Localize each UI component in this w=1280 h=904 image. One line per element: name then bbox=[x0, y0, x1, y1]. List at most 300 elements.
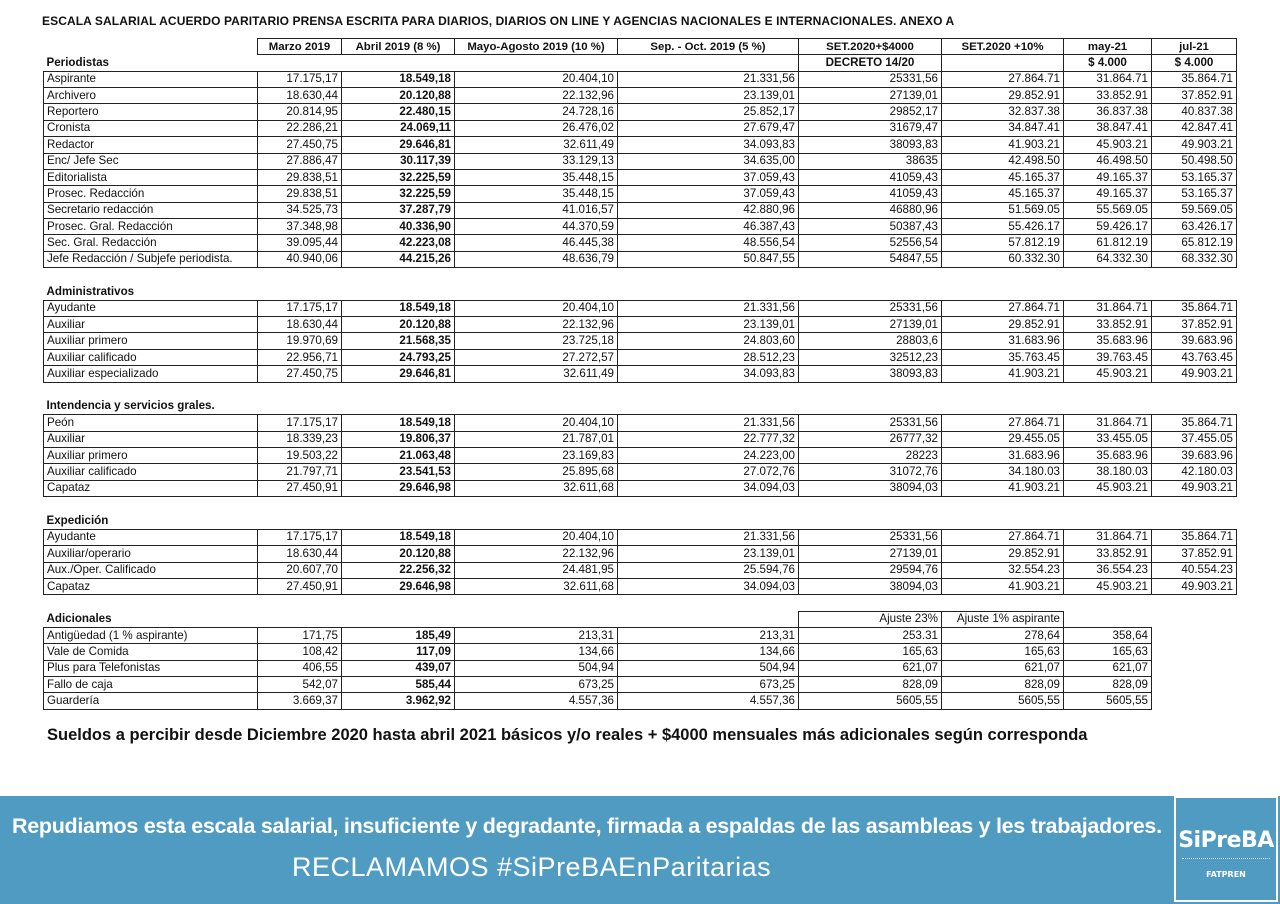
value-cell: 24.728,16 bbox=[455, 104, 618, 120]
column-header: SET.2020+$4000 bbox=[799, 39, 942, 55]
value-cell bbox=[1152, 693, 1237, 709]
value-cell: 40.554.23 bbox=[1152, 562, 1237, 578]
value-cell: 41059,43 bbox=[799, 186, 942, 202]
value-cell: 27.886,47 bbox=[258, 153, 342, 169]
section-title-row bbox=[44, 284, 1237, 300]
value-cell: 57.812.19 bbox=[942, 235, 1064, 251]
value-cell: 42.180.03 bbox=[1152, 464, 1237, 480]
blank-cell bbox=[1064, 611, 1152, 627]
value-cell: 134,66 bbox=[618, 644, 799, 660]
blank-cell bbox=[799, 284, 942, 300]
value-cell: 504,94 bbox=[618, 660, 799, 676]
value-cell: 37.852.91 bbox=[1152, 317, 1237, 333]
value-cell: 43.763.45 bbox=[1152, 349, 1237, 365]
blank-cell bbox=[44, 497, 258, 513]
blank-cell bbox=[455, 382, 618, 398]
value-cell: 31.864.71 bbox=[1064, 300, 1152, 316]
row-label: Auxiliar/operario bbox=[44, 546, 258, 562]
value-cell: 21.787,01 bbox=[455, 431, 618, 447]
value-cell: 34.094,03 bbox=[618, 578, 799, 594]
blank-cell bbox=[618, 497, 799, 513]
bonus-note: $ 4.000 bbox=[1064, 55, 1152, 71]
blank-cell bbox=[942, 268, 1064, 284]
bonus-note: $ 4.000 bbox=[1152, 55, 1237, 71]
table-row bbox=[44, 464, 1237, 480]
value-cell: 37.059,43 bbox=[618, 186, 799, 202]
value-cell: 39.683.96 bbox=[1152, 447, 1237, 463]
value-cell: 21.331,56 bbox=[618, 415, 799, 431]
value-cell: 22.956,71 bbox=[258, 349, 342, 365]
row-label: Reportero bbox=[44, 104, 258, 120]
value-cell: 21.568,35 bbox=[342, 333, 455, 349]
value-cell: 37.287,79 bbox=[342, 202, 455, 218]
blank-cell bbox=[258, 513, 342, 529]
table-row bbox=[44, 660, 1237, 676]
value-cell: 27.450,91 bbox=[258, 578, 342, 594]
table-row bbox=[44, 627, 1237, 643]
value-cell: 32.554.23 bbox=[942, 562, 1064, 578]
blank-cell bbox=[342, 284, 455, 300]
logo-name: SiPreBA bbox=[1178, 828, 1274, 853]
value-cell: 165,63 bbox=[799, 644, 942, 660]
value-cell: 22.256,32 bbox=[342, 562, 455, 578]
value-cell: 37.455.05 bbox=[1152, 431, 1237, 447]
value-cell: 5605,55 bbox=[942, 693, 1064, 709]
section-title-row bbox=[44, 55, 1237, 71]
salary-table bbox=[43, 38, 1237, 710]
blank-cell bbox=[1152, 513, 1237, 529]
blank-cell bbox=[258, 398, 342, 414]
table-row bbox=[44, 349, 1237, 365]
value-cell: 24.069,11 bbox=[342, 120, 455, 136]
blank-cell bbox=[618, 611, 799, 627]
column-header: Marzo 2019 bbox=[258, 39, 342, 55]
value-cell: 20.814,95 bbox=[258, 104, 342, 120]
table-row bbox=[44, 300, 1237, 316]
blank-cell bbox=[799, 513, 942, 529]
value-cell: 32.225,59 bbox=[342, 169, 455, 185]
header-row bbox=[44, 39, 1237, 55]
table-row bbox=[44, 415, 1237, 431]
value-cell: 45.903.21 bbox=[1064, 578, 1152, 594]
value-cell: 40.940,06 bbox=[258, 251, 342, 267]
value-cell: 59.569.05 bbox=[1152, 202, 1237, 218]
row-label: Aspirante bbox=[44, 71, 258, 87]
value-cell: 22.286,21 bbox=[258, 120, 342, 136]
value-cell: 68.332.30 bbox=[1152, 251, 1237, 267]
value-cell: 27.864.71 bbox=[942, 71, 1064, 87]
value-cell: 20.404,10 bbox=[455, 71, 618, 87]
value-cell: 439,07 bbox=[342, 660, 455, 676]
value-cell: 32512,23 bbox=[799, 349, 942, 365]
value-cell: 33.455.05 bbox=[1064, 431, 1152, 447]
value-cell: 39.763.45 bbox=[1064, 349, 1152, 365]
value-cell: 45.903.21 bbox=[1064, 137, 1152, 153]
blank-cell bbox=[942, 55, 1064, 71]
value-cell: 65.812.19 bbox=[1152, 235, 1237, 251]
table-row bbox=[44, 366, 1237, 382]
value-cell: 20.120,88 bbox=[342, 546, 455, 562]
value-cell: 44.370,59 bbox=[455, 218, 618, 234]
value-cell: 3.669,37 bbox=[258, 693, 342, 709]
value-cell: 673,25 bbox=[618, 677, 799, 693]
blank-cell bbox=[455, 398, 618, 414]
value-cell: 46.445,38 bbox=[455, 235, 618, 251]
spacer-row bbox=[44, 268, 1237, 284]
value-cell: 45.165.37 bbox=[942, 186, 1064, 202]
value-cell: 22.132,96 bbox=[455, 88, 618, 104]
value-cell: 50.498.50 bbox=[1152, 153, 1237, 169]
row-label: Cronista bbox=[44, 120, 258, 136]
value-cell: 29.852.91 bbox=[942, 317, 1064, 333]
value-cell: 61.812.19 bbox=[1064, 235, 1152, 251]
value-cell: 37.059,43 bbox=[618, 169, 799, 185]
value-cell bbox=[1152, 660, 1237, 676]
table-row bbox=[44, 169, 1237, 185]
value-cell: 27139,01 bbox=[799, 317, 942, 333]
value-cell: 44.215,26 bbox=[342, 251, 455, 267]
page-title: ESCALA SALARIAL ACUERDO PARITARIO PRENSA ESCRITA PARA DIARIOS, DIARIOS ON LINE Y AGENCIAS NACIONALES E INTERNACIONALES. ANEXO A bbox=[42, 14, 955, 28]
blank-cell bbox=[258, 497, 342, 513]
table-row bbox=[44, 88, 1237, 104]
blank-cell bbox=[342, 497, 455, 513]
blank-cell bbox=[618, 513, 799, 529]
blank-cell bbox=[1152, 382, 1237, 398]
blank-cell bbox=[44, 268, 258, 284]
row-label: Prosec. Redacción bbox=[44, 186, 258, 202]
section-title-row bbox=[44, 398, 1237, 414]
section-title: Intendencia y servicios grales. bbox=[46, 399, 215, 413]
value-cell: 621,07 bbox=[1064, 660, 1152, 676]
value-cell: 60.332.30 bbox=[942, 251, 1064, 267]
value-cell: 253.31 bbox=[799, 627, 942, 643]
value-cell bbox=[1152, 677, 1237, 693]
column-header: jul-21 bbox=[1152, 39, 1237, 55]
value-cell: 3.962,92 bbox=[342, 693, 455, 709]
blank-cell bbox=[1152, 611, 1237, 627]
value-cell: 278,64 bbox=[942, 627, 1064, 643]
value-cell: 27.864.71 bbox=[942, 529, 1064, 545]
value-cell: 41.903.21 bbox=[942, 480, 1064, 496]
sipreba-logo bbox=[1174, 796, 1278, 902]
table-row bbox=[44, 218, 1237, 234]
blank-cell bbox=[1152, 595, 1237, 611]
row-label: Auxiliar calificado bbox=[44, 464, 258, 480]
blank-cell bbox=[1064, 497, 1152, 513]
table-row bbox=[44, 251, 1237, 267]
value-cell: 53.165.37 bbox=[1152, 186, 1237, 202]
value-cell: 49.165.37 bbox=[1064, 169, 1152, 185]
value-cell: 49.165.37 bbox=[1064, 186, 1152, 202]
value-cell: 42.498.50 bbox=[942, 153, 1064, 169]
value-cell: 27.450,75 bbox=[258, 366, 342, 382]
header-blank bbox=[44, 39, 258, 55]
row-label: Sec. Gral. Redacción bbox=[44, 235, 258, 251]
value-cell: 46.387,43 bbox=[618, 218, 799, 234]
value-cell: 36.837.38 bbox=[1064, 104, 1152, 120]
value-cell: 59.426.17 bbox=[1064, 218, 1152, 234]
value-cell: 31072,76 bbox=[799, 464, 942, 480]
adjust-note: Ajuste 23% bbox=[799, 611, 942, 627]
blank-cell bbox=[342, 268, 455, 284]
blank-cell bbox=[455, 284, 618, 300]
blank-cell bbox=[455, 268, 618, 284]
value-cell: 27.072,76 bbox=[618, 464, 799, 480]
blank-cell bbox=[942, 595, 1064, 611]
blank-cell bbox=[618, 398, 799, 414]
protest-banner bbox=[0, 796, 1280, 904]
row-label: Capataz bbox=[44, 480, 258, 496]
section-title: Periodistas bbox=[46, 55, 110, 69]
blank-cell bbox=[1152, 398, 1237, 414]
value-cell: 117,09 bbox=[342, 644, 455, 660]
value-cell: 37.348,98 bbox=[258, 218, 342, 234]
value-cell: 21.331,56 bbox=[618, 529, 799, 545]
value-cell: 45.903.21 bbox=[1064, 366, 1152, 382]
adjust-note: Ajuste 1% aspirante bbox=[942, 611, 1064, 627]
table-row bbox=[44, 447, 1237, 463]
value-cell: 41.903.21 bbox=[942, 137, 1064, 153]
value-cell: 55.569.05 bbox=[1064, 202, 1152, 218]
value-cell: 108,42 bbox=[258, 644, 342, 660]
section-title: Expedición bbox=[46, 513, 109, 527]
value-cell: 45.165.37 bbox=[942, 169, 1064, 185]
value-cell: 49.903.21 bbox=[1152, 137, 1237, 153]
value-cell: 20.404,10 bbox=[455, 415, 618, 431]
table-row bbox=[44, 186, 1237, 202]
value-cell: 25331,56 bbox=[799, 529, 942, 545]
banner-statement: Repudiamos esta escala salarial, insuficiente y degradante, firmada a espaldas de las asambleas y les trabajadores. bbox=[12, 814, 1162, 838]
value-cell: 50.847,55 bbox=[618, 251, 799, 267]
value-cell: 19.806,37 bbox=[342, 431, 455, 447]
blank-cell bbox=[258, 55, 342, 71]
value-cell: 27139,01 bbox=[799, 88, 942, 104]
value-cell: 22.132,96 bbox=[455, 546, 618, 562]
table-row bbox=[44, 546, 1237, 562]
value-cell: 17.175,17 bbox=[258, 71, 342, 87]
row-label: Auxiliar primero bbox=[44, 333, 258, 349]
blank-cell bbox=[1064, 284, 1152, 300]
value-cell: 25.594,76 bbox=[618, 562, 799, 578]
blank-cell bbox=[618, 382, 799, 398]
table-row bbox=[44, 235, 1237, 251]
value-cell: 31.864.71 bbox=[1064, 415, 1152, 431]
spacer-row bbox=[44, 595, 1237, 611]
value-cell: 185,49 bbox=[342, 627, 455, 643]
blank-cell bbox=[258, 284, 342, 300]
value-cell: 5605,55 bbox=[1064, 693, 1152, 709]
blank-cell bbox=[44, 595, 258, 611]
row-label: Ayudante bbox=[44, 529, 258, 545]
value-cell: 18.549,18 bbox=[342, 300, 455, 316]
value-cell: 18.339,23 bbox=[258, 431, 342, 447]
value-cell: 29.646,98 bbox=[342, 480, 455, 496]
value-cell: 32.611,68 bbox=[455, 480, 618, 496]
blank-cell bbox=[942, 497, 1064, 513]
value-cell: 34.525,73 bbox=[258, 202, 342, 218]
spacer-row bbox=[44, 382, 1237, 398]
table-row bbox=[44, 480, 1237, 496]
value-cell: 41.903.21 bbox=[942, 578, 1064, 594]
row-label: Auxiliar bbox=[44, 317, 258, 333]
value-cell: 35.448,15 bbox=[455, 186, 618, 202]
blank-cell bbox=[455, 55, 618, 71]
value-cell: 38094,03 bbox=[799, 578, 942, 594]
value-cell: 21.797,71 bbox=[258, 464, 342, 480]
value-cell: 37.852.91 bbox=[1152, 88, 1237, 104]
value-cell: 35.683.96 bbox=[1064, 333, 1152, 349]
blank-cell bbox=[1152, 284, 1237, 300]
row-label: Jefe Redacción / Subjefe periodista. bbox=[44, 251, 258, 267]
value-cell: 29.455.05 bbox=[942, 431, 1064, 447]
value-cell: 38094,03 bbox=[799, 480, 942, 496]
value-cell: 32.611,49 bbox=[455, 137, 618, 153]
value-cell: 25331,56 bbox=[799, 71, 942, 87]
value-cell: 33.852.91 bbox=[1064, 546, 1152, 562]
table-row bbox=[44, 153, 1237, 169]
value-cell: 49.903.21 bbox=[1152, 480, 1237, 496]
value-cell: 31.864.71 bbox=[1064, 71, 1152, 87]
table-row bbox=[44, 317, 1237, 333]
value-cell: 35.448,15 bbox=[455, 169, 618, 185]
value-cell: 4.557,36 bbox=[618, 693, 799, 709]
blank-cell bbox=[258, 268, 342, 284]
value-cell: 27.679,47 bbox=[618, 120, 799, 136]
value-cell: 27139,01 bbox=[799, 546, 942, 562]
value-cell: 20.120,88 bbox=[342, 317, 455, 333]
blank-cell bbox=[942, 513, 1064, 529]
value-cell: 34.093,83 bbox=[618, 366, 799, 382]
blank-cell bbox=[799, 382, 942, 398]
value-cell: 673,25 bbox=[455, 677, 618, 693]
value-cell: 22.132,96 bbox=[455, 317, 618, 333]
value-cell: 621,07 bbox=[799, 660, 942, 676]
value-cell: 20.120,88 bbox=[342, 88, 455, 104]
value-cell: 42.223,08 bbox=[342, 235, 455, 251]
blank-cell bbox=[342, 382, 455, 398]
table-row bbox=[44, 71, 1237, 87]
value-cell: 64.332.30 bbox=[1064, 251, 1152, 267]
value-cell: 22.480,15 bbox=[342, 104, 455, 120]
value-cell: 38.180.03 bbox=[1064, 464, 1152, 480]
row-label: Auxiliar bbox=[44, 431, 258, 447]
value-cell: 24.803,60 bbox=[618, 333, 799, 349]
value-cell: 26.476,02 bbox=[455, 120, 618, 136]
value-cell: 45.903.21 bbox=[1064, 480, 1152, 496]
row-label: Redactor bbox=[44, 137, 258, 153]
value-cell: 49.903.21 bbox=[1152, 578, 1237, 594]
value-cell: 213,31 bbox=[455, 627, 618, 643]
table-row bbox=[44, 578, 1237, 594]
value-cell: 28223 bbox=[799, 447, 942, 463]
value-cell: 542,07 bbox=[258, 677, 342, 693]
value-cell: 46880,96 bbox=[799, 202, 942, 218]
blank-cell bbox=[799, 595, 942, 611]
column-header: Abril 2019 (8 %) bbox=[342, 39, 455, 55]
blank-cell bbox=[618, 55, 799, 71]
value-cell: 35.864.71 bbox=[1152, 71, 1237, 87]
banner-hashtag: RECLAMAMOS #SiPreBAEnParitarias bbox=[292, 852, 772, 882]
column-header: Mayo-Agosto 2019 (10 %) bbox=[455, 39, 618, 55]
value-cell: 30.117,39 bbox=[342, 153, 455, 169]
value-cell: 20.607,70 bbox=[258, 562, 342, 578]
value-cell: 25331,56 bbox=[799, 415, 942, 431]
value-cell: 171,75 bbox=[258, 627, 342, 643]
value-cell: 50387,43 bbox=[799, 218, 942, 234]
value-cell: 29.646,81 bbox=[342, 366, 455, 382]
blank-cell bbox=[258, 595, 342, 611]
spacer-row bbox=[44, 497, 1237, 513]
value-cell: 34.094,03 bbox=[618, 480, 799, 496]
value-cell: 53.165.37 bbox=[1152, 169, 1237, 185]
table-row bbox=[44, 644, 1237, 660]
blank-cell bbox=[342, 513, 455, 529]
logo-divider bbox=[1182, 858, 1270, 861]
value-cell: 48.636,79 bbox=[455, 251, 618, 267]
value-cell: 48.556,54 bbox=[618, 235, 799, 251]
value-cell: 165,63 bbox=[1064, 644, 1152, 660]
value-cell bbox=[1152, 627, 1237, 643]
table-row bbox=[44, 562, 1237, 578]
blank-cell bbox=[258, 611, 342, 627]
row-label: Editorialista bbox=[44, 169, 258, 185]
row-label: Secretario redacción bbox=[44, 202, 258, 218]
value-cell: 25331,56 bbox=[799, 300, 942, 316]
blank-cell bbox=[1152, 497, 1237, 513]
blank-cell bbox=[342, 595, 455, 611]
value-cell: 35.864.71 bbox=[1152, 300, 1237, 316]
value-cell: 31679,47 bbox=[799, 120, 942, 136]
value-cell: 33.852.91 bbox=[1064, 317, 1152, 333]
blank-cell bbox=[618, 595, 799, 611]
value-cell: 27.864.71 bbox=[942, 300, 1064, 316]
value-cell: 5605,55 bbox=[799, 693, 942, 709]
value-cell: 29852,17 bbox=[799, 104, 942, 120]
table-row bbox=[44, 120, 1237, 136]
row-label: Ayudante bbox=[44, 300, 258, 316]
value-cell: 406,55 bbox=[258, 660, 342, 676]
value-cell: 23.541,53 bbox=[342, 464, 455, 480]
value-cell: 26777,32 bbox=[799, 431, 942, 447]
value-cell: 34.180.03 bbox=[942, 464, 1064, 480]
value-cell: 828,09 bbox=[1064, 677, 1152, 693]
value-cell: 27.450,91 bbox=[258, 480, 342, 496]
value-cell: 18.630,44 bbox=[258, 317, 342, 333]
blank-cell bbox=[455, 595, 618, 611]
value-cell: 23.725,18 bbox=[455, 333, 618, 349]
value-cell: 20.404,10 bbox=[455, 300, 618, 316]
value-cell: 134,66 bbox=[455, 644, 618, 660]
section-title: Adicionales bbox=[46, 612, 112, 625]
blank-cell bbox=[455, 611, 618, 627]
value-cell: 46.498.50 bbox=[1064, 153, 1152, 169]
table-row bbox=[44, 431, 1237, 447]
value-cell: 29.646,81 bbox=[342, 137, 455, 153]
value-cell: 31.683.96 bbox=[942, 447, 1064, 463]
blank-cell bbox=[342, 398, 455, 414]
row-label: Auxiliar especializado bbox=[44, 366, 258, 382]
blank-cell bbox=[1064, 398, 1152, 414]
value-cell: 32.611,49 bbox=[455, 366, 618, 382]
value-cell: 18.549,18 bbox=[342, 415, 455, 431]
value-cell: 41.016,57 bbox=[455, 202, 618, 218]
row-label: Peón bbox=[44, 415, 258, 431]
value-cell: 18.549,18 bbox=[342, 529, 455, 545]
value-cell: 21.331,56 bbox=[618, 71, 799, 87]
blank-cell bbox=[618, 268, 799, 284]
value-cell: 17.175,17 bbox=[258, 300, 342, 316]
footnote: Sueldos a percibir desde Diciembre 2020 hasta abril 2021 básicos y/o reales + $4000 mensuales más adicionales según corresponda bbox=[47, 726, 1088, 744]
